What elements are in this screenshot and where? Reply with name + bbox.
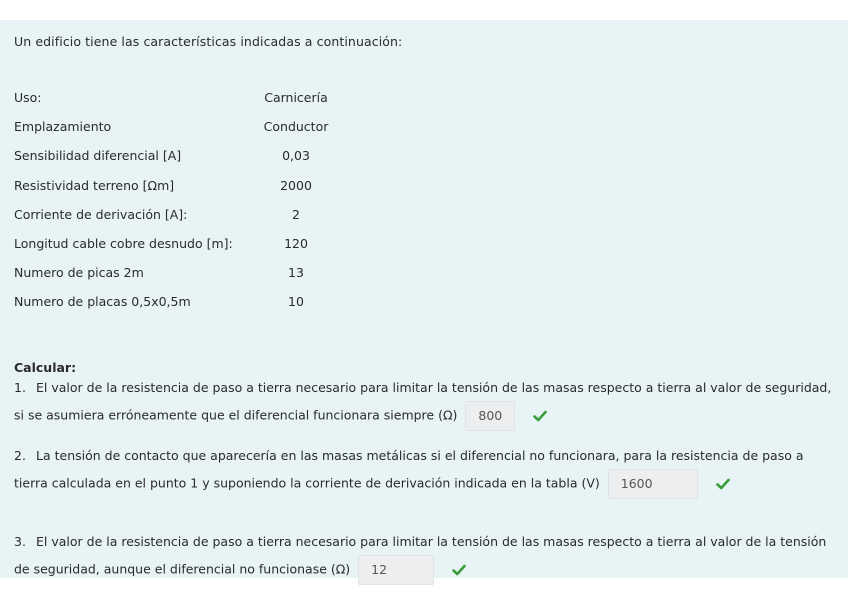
property-label: Numero de picas 2m bbox=[14, 265, 144, 281]
property-label: Uso: bbox=[14, 90, 42, 105]
property-label: Emplazamiento bbox=[14, 119, 112, 135]
property-value: Conductor bbox=[263, 119, 329, 135]
property-value: 2 bbox=[292, 206, 300, 222]
question-number: 2. bbox=[14, 448, 26, 463]
property-value: 120 bbox=[284, 235, 308, 251]
property-value: 0,03 bbox=[282, 148, 310, 164]
question-1 bbox=[14, 374, 840, 431]
question-text: El valor de la resistencia de paso a tierra necesario para limitar la tensión de las masas respecto a tierra al valor de la tensión de seguridad, aunque el diferencial no funcionase (Ω) bbox=[14, 534, 827, 577]
question-text: El valor de la resistencia de paso a tierra necesario para limitar la tensión de las masas respecto a tierra al valor de seguridad, si se asumiera erróneamente que el diferencial funcionara siempre (Ω) bbox=[14, 380, 832, 423]
property-label: Resistividad terreno [Ωm] bbox=[14, 177, 175, 193]
answer-field-1[interactable]: 800 bbox=[465, 401, 515, 431]
question-2 bbox=[14, 442, 840, 499]
property-label: Longitud cable cobre desnudo [m]: bbox=[14, 235, 233, 251]
answer-field-3[interactable]: 12 bbox=[358, 555, 434, 585]
question-3 bbox=[14, 528, 840, 585]
question-text: La tensión de contacto que aparecería en las masas metálicas si el diferencial no funcionara, para la resistencia de paso a tierra calculada en el punto 1 y suponiendo la corriente de derivación indicada en la tabla (V) bbox=[14, 448, 804, 491]
property-label: Numero de placas 0,5x0,5m bbox=[14, 294, 191, 310]
property-value: Carnicería bbox=[264, 90, 328, 105]
check-icon bbox=[533, 409, 547, 423]
question-number: 3. bbox=[14, 534, 26, 549]
calc-title: Calcular: bbox=[14, 360, 77, 375]
intro-text: Un edificio tiene las características indicadas a continuación: bbox=[14, 34, 403, 49]
answer-field-2[interactable]: 1600 bbox=[608, 469, 698, 499]
property-value: 13 bbox=[288, 265, 304, 281]
check-icon bbox=[716, 477, 730, 491]
property-value: 2000 bbox=[280, 177, 312, 193]
question-number: 1. bbox=[14, 380, 26, 395]
check-icon bbox=[452, 563, 466, 577]
property-label: Sensibilidad diferencial [A] bbox=[14, 148, 182, 164]
property-value: 10 bbox=[288, 294, 304, 310]
property-label: Corriente de derivación [A]: bbox=[14, 206, 188, 222]
question-panel bbox=[0, 20, 848, 578]
